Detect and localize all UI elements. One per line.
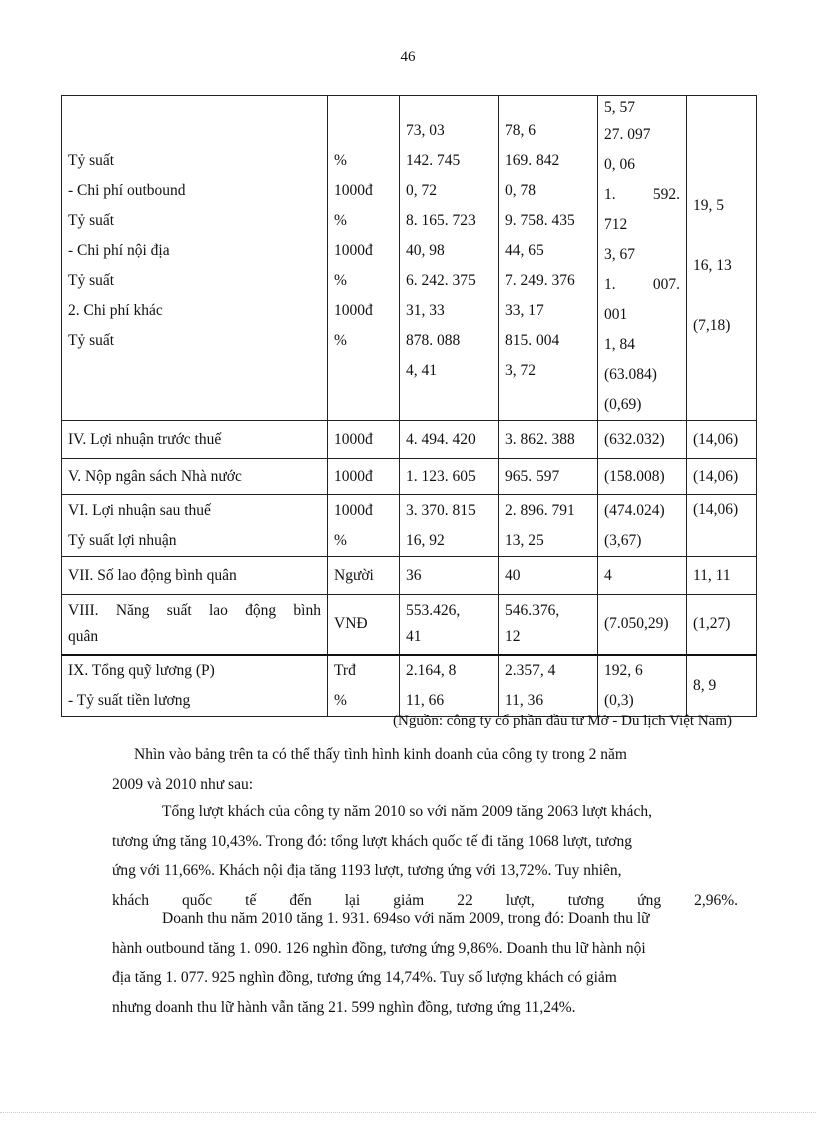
- table-row: [62, 557, 757, 595]
- value: 2.357, 4: [505, 661, 556, 679]
- value: 007.: [652, 276, 680, 293]
- row-label-cell: [62, 595, 328, 655]
- unit: 1000đ: [334, 242, 373, 259]
- row-label: - Chi phí nội địa: [68, 242, 170, 259]
- value: (3,67): [604, 531, 642, 549]
- unit: 1000đ: [334, 501, 373, 519]
- percent-cell: [687, 96, 757, 421]
- table-row: [62, 96, 757, 421]
- value-2010-cell: [499, 655, 598, 717]
- value: 41: [406, 628, 422, 646]
- row-label-cell: [62, 495, 328, 557]
- row-label: Tỷ suất: [68, 152, 115, 169]
- business-results-table: [61, 95, 757, 717]
- value: 40, 98: [406, 242, 445, 259]
- value: (632.032): [598, 421, 687, 459]
- text-line: 2009 và 2010 như sau:: [112, 775, 253, 793]
- value: 546.376,: [505, 602, 560, 620]
- value: 11, 66: [406, 691, 445, 709]
- text-line: nhưng doanh thu lữ hành vẫn tăng 21. 599 nghìn đồng, tương ứng 11,24%.: [112, 998, 576, 1016]
- value: 2.164, 8: [406, 661, 457, 679]
- value: (0,3): [604, 691, 634, 709]
- source-note: (Nguồn: công ty cổ phần đầu tư Mở - Du lịch Việt Nam): [393, 713, 732, 729]
- value: 1, 84: [604, 336, 635, 353]
- value: 553.426,: [406, 602, 461, 620]
- paragraph-visitors: [112, 797, 738, 915]
- row-label: VII. Số lao động bình quân: [62, 557, 328, 595]
- row-label: quân: [68, 628, 99, 646]
- value: (0,69): [604, 396, 642, 413]
- unit-cell: [328, 655, 400, 717]
- unit: %: [334, 152, 347, 169]
- value: 712: [604, 216, 628, 233]
- value: (7.050,29): [598, 595, 687, 655]
- value: 192, 6: [604, 661, 643, 679]
- text-line: địa tăng 1. 077. 925 nghìn đồng, tương ứng 14,74%. Tuy số lượng khách có giảm: [112, 969, 617, 986]
- text-line: Doanh thu năm 2010 tăng 1. 931. 694so với năm 2009, trong đó: Doanh thu lữ: [162, 910, 650, 927]
- value: 142. 745: [406, 152, 461, 169]
- value: 40: [499, 557, 598, 595]
- text-line: khách quốc tế đến lại giảm 22 lượt, tương ứng 2,96%.: [112, 891, 738, 909]
- text-line: Tổng lượt khách của công ty năm 2010 so với năm 2009 tăng 2063 lượt khách,: [162, 803, 652, 820]
- difference-cell: [598, 495, 687, 557]
- value: 0, 72: [406, 182, 437, 199]
- value-2009-cell: [400, 96, 499, 421]
- value-2010-cell: [499, 96, 598, 421]
- value: 5, 57: [604, 99, 635, 116]
- value: 19, 5: [693, 197, 724, 214]
- percent-cell: [687, 495, 757, 557]
- unit: %: [334, 272, 347, 289]
- value: 31, 33: [406, 302, 445, 319]
- value: 36: [400, 557, 499, 595]
- value: (14,06): [687, 459, 757, 495]
- unit: 1000đ: [334, 182, 373, 199]
- paragraph-overview: [112, 740, 738, 799]
- value: 33, 17: [505, 302, 544, 319]
- table-row: [62, 459, 757, 495]
- row-label: - Tỷ suất tiền lương: [68, 691, 191, 709]
- value: 13, 25: [505, 531, 544, 549]
- value: (7,18): [693, 317, 731, 334]
- table-row: [62, 421, 757, 459]
- row-label: - Chi phí outbound: [68, 182, 186, 199]
- unit: Trđ: [334, 661, 356, 679]
- value: 44, 65: [505, 242, 544, 259]
- value: (158.008): [598, 459, 687, 495]
- page-number: 46: [400, 49, 416, 65]
- text-line: hành outbound tăng 1. 090. 126 nghìn đồng, tương ứng 9,86%. Doanh thu lữ hành nội: [112, 939, 646, 957]
- value: 3, 67: [604, 246, 635, 263]
- row-label: Tỷ suất lợi nhuận: [68, 531, 177, 549]
- value: (1,27): [687, 595, 757, 655]
- value: 592.: [652, 186, 680, 203]
- unit: VNĐ: [328, 595, 400, 655]
- value-2009-cell: [400, 595, 499, 655]
- cost-label-cell: [62, 96, 328, 421]
- value-split: [604, 180, 680, 210]
- value: 3. 370. 815: [406, 501, 476, 519]
- value: 8, 9: [687, 655, 757, 717]
- unit: Người: [328, 557, 400, 595]
- value: 4: [598, 557, 687, 595]
- row-label: Tỷ suất: [68, 212, 115, 229]
- row-label: IV. Lợi nhuận trước thuế: [62, 421, 328, 459]
- unit-cell: [328, 96, 400, 421]
- table-row: [62, 655, 757, 717]
- unit: %: [334, 691, 347, 709]
- row-label: IX. Tổng quỹ lương (P): [68, 661, 215, 679]
- text-line: ứng với 11,66%. Khách nội địa tăng 1193 lượt, tương ứng với 13,72%. Tuy nhiên,: [112, 862, 622, 879]
- value-2009-cell: [400, 495, 499, 557]
- unit: %: [334, 531, 347, 549]
- value: 0, 78: [505, 182, 536, 199]
- page-bottom-border: [0, 1112, 816, 1114]
- value: 3. 862. 388: [499, 421, 598, 459]
- unit: 1000đ: [334, 302, 373, 319]
- value: 11, 36: [505, 691, 544, 709]
- value: 1.: [604, 276, 616, 293]
- unit-cell: [328, 495, 400, 557]
- value: 12: [505, 628, 521, 646]
- table-row: [62, 595, 757, 655]
- value: 16, 92: [406, 531, 445, 549]
- value: 7. 249. 376: [505, 272, 575, 289]
- value: (14,06): [693, 501, 739, 518]
- text-line: tương ứng tăng 10,43%. Trong đó: tổng lượt khách quốc tế đi tăng 1068 lượt, tương: [112, 832, 632, 850]
- difference-cell: [598, 96, 687, 421]
- row-label-cell: [62, 655, 328, 717]
- value-split: [604, 270, 680, 300]
- value: 9. 758. 435: [505, 212, 575, 229]
- value: 8. 165. 723: [406, 212, 476, 229]
- row-label: Tỷ suất: [68, 272, 115, 289]
- value-2009-cell: [400, 655, 499, 717]
- unit: %: [334, 332, 347, 349]
- value: 1.: [604, 186, 616, 203]
- value: 4. 494. 420: [400, 421, 499, 459]
- text-line: Nhìn vào bảng trên ta có thể thấy tình hình kinh doanh của công ty trong 2 năm: [134, 746, 627, 763]
- value: 169. 842: [505, 152, 560, 169]
- value: (63.084): [604, 366, 657, 383]
- value: 4, 41: [406, 362, 437, 379]
- table-row: [62, 495, 757, 557]
- unit: 1000đ: [328, 421, 400, 459]
- value: 878. 088: [406, 332, 461, 349]
- value: 73, 03: [406, 122, 445, 139]
- value: 3, 72: [505, 362, 536, 379]
- value: 78, 6: [505, 122, 536, 139]
- value: 6. 242. 375: [406, 272, 476, 289]
- row-label: VIII. Năng suất lao động bình: [68, 602, 321, 620]
- value: 965. 597: [499, 459, 598, 495]
- value: 1. 123. 605: [400, 459, 499, 495]
- value: 27. 097: [604, 126, 651, 143]
- value: (474.024): [604, 501, 665, 519]
- row-label: VI. Lợi nhuận sau thuế: [68, 501, 211, 519]
- value: 11, 11: [687, 557, 757, 595]
- difference-cell: [598, 655, 687, 717]
- value: 815. 004: [505, 332, 560, 349]
- unit: %: [334, 212, 347, 229]
- row-label: V. Nộp ngân sách Nhà nước: [62, 459, 328, 495]
- value: 16, 13: [693, 257, 732, 274]
- value: (14,06): [687, 421, 757, 459]
- value-2010-cell: [499, 595, 598, 655]
- row-label: Tỷ suất: [68, 332, 115, 349]
- value: 2. 896. 791: [505, 501, 575, 519]
- row-label: 2. Chi phí khác: [68, 302, 163, 319]
- value: 0, 06: [604, 156, 635, 173]
- value: 001: [604, 306, 628, 323]
- unit: 1000đ: [328, 459, 400, 495]
- value-2010-cell: [499, 495, 598, 557]
- paragraph-revenue: [112, 904, 738, 1022]
